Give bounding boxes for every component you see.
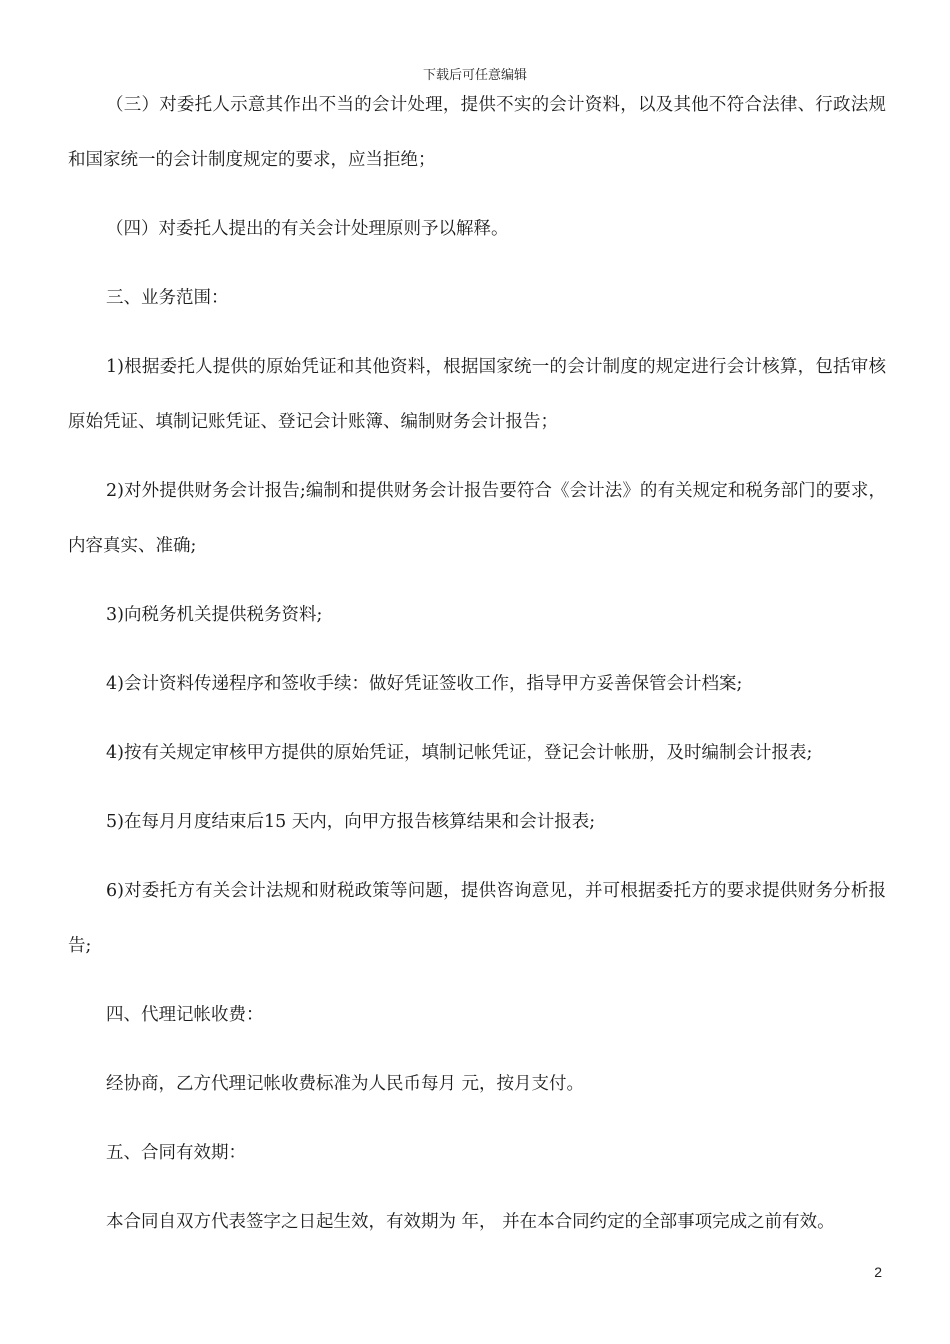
section-heading-fees: 四、代理记帐收费： <box>106 1005 264 1025</box>
document-body <box>68 78 886 1264</box>
paragraph-scope-5: 5)在每月月度结束后15 天内，向甲方报告核算结果和会计报表; <box>106 812 596 832</box>
section-heading-validity: 五、合同有效期： <box>106 1143 246 1163</box>
page-number: 2 <box>874 1264 882 1280</box>
paragraph-scope-4b: 4)按有关规定审核甲方提供的原始凭证，填制记帐凭证，登记会计帐册，及时编制会计报表; <box>106 743 813 763</box>
section-heading-business-scope: 三、业务范围： <box>106 288 229 308</box>
paragraph-scope-4a: 4)会计资料传递程序和签收手续：做好凭证签收工作，指导甲方妥善保管会计档案; <box>106 674 743 694</box>
paragraph-scope-2: 2)对外提供财务会计报告;编制和提供财务会计报告要符合《会计法》的有关规定和税务部门的要求，内容真实、准确; <box>68 481 886 556</box>
paragraph-fees: 经协商，乙方代理记帐收费标准为人民币每月 元，按月支付。 <box>106 1074 585 1094</box>
paragraph-clause-3: （三）对委托人示意其作出不当的会计处理，提供不实的会计资料，以及其他不符合法律、行政法规和国家统一的会计制度规定的要求，应当拒绝； <box>68 95 886 170</box>
header-note: 下载后可任意编辑 <box>422 68 527 83</box>
paragraph-scope-6: 6)对委托方有关会计法规和财税政策等问题，提供咨询意见，并可根据委托方的要求提供财务分析报告; <box>68 881 886 956</box>
paragraph-clause-4: （四）对委托人提出的有关会计处理原则予以解释。 <box>106 219 509 239</box>
paragraph-scope-1: 1)根据委托人提供的原始凭证和其他资料，根据国家统一的会计制度的规定进行会计核算，包括审核原始凭证、填制记账凭证、登记会计账簿、编制财务会计报告； <box>68 357 886 432</box>
paragraph-scope-3: 3)向税务机关提供税务资料; <box>106 605 323 625</box>
paragraph-validity: 本合同自双方代表签字之日起生效，有效期为 年， 并在本合同约定的全部事项完成之前有效。 <box>106 1212 835 1232</box>
